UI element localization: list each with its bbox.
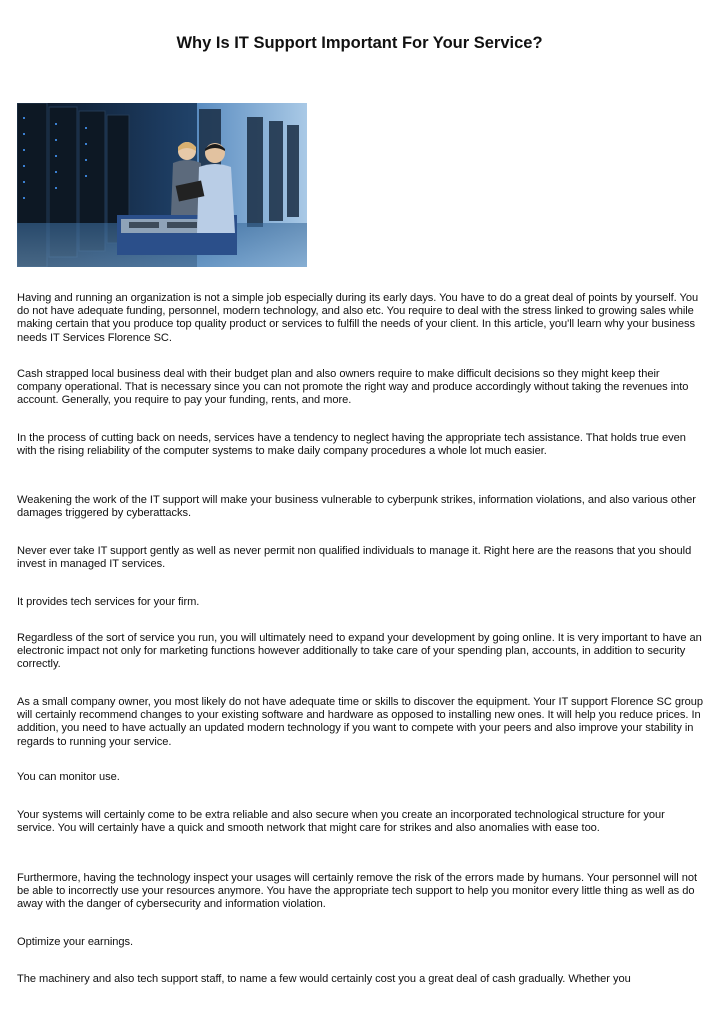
paragraph: Cash strapped local business deal with their budget plan and also owners require to make difficult decisions so they might keep their company operational. That is necessary since you can not promote the right way and produce accordingly without taking the revenues into account. Generally, you require to pay your funding, rents, and more. <box>17 368 689 407</box>
paragraph: You can monitor use. <box>17 771 120 783</box>
paragraph: Having and running an organization is not a simple job especially during its early days. You have to do a great deal of points by yourself. You do not have adequate funding, personnel, modern technology, and also etc. You require to deal with the stress linked to growing sales while making certain that you produce top quality product or services to fulfill the needs of your client. In this article, you'll learn why your business needs IT Services Florence SC. <box>17 292 699 344</box>
server-room-photo-icon <box>17 103 307 267</box>
paragraph: Furthermore, having the technology inspect your usages will certainly remove the risk of the errors made by humans. Your personnel will not be able to incorrectly use your resources anymore. You have the appropriate tech support to help you monitor every little thing as well as do away with the danger of cybersecurity and information violation. <box>17 872 697 911</box>
paragraph: Regardless of the sort of service you run, you will ultimately need to expand your development by going online. It is very important to have an electronic impact not only for marketing functions however additionally to take care of your spending plan, accounts, in addition to security correctly. <box>17 632 702 671</box>
paragraph: Optimize your earnings. <box>17 936 134 948</box>
paragraph: Your systems will certainly come to be extra reliable and also secure when you create an incorporated technological structure for your service. You will certainly have a quick and smooth network that might care for strikes and also anomalies with ease too. <box>17 809 665 835</box>
server-room-photo <box>17 103 307 267</box>
document-title: Why Is IT Support Important For Your Service? <box>176 34 543 52</box>
paragraph: In the process of cutting back on needs, services have a tendency to neglect having the appropriate tech assistance. That holds true even with the rising reliability of the computer systems to make daily company procedures a whole lot much easier. <box>17 432 686 458</box>
paragraph: The machinery and also tech support staff, to name a few would certainly cost you a great deal of cash gradually. Whether you <box>17 973 631 985</box>
paragraph: Never ever take IT support gently as well as never permit non qualified individuals to manage it. Right here are the reasons that you should invest in managed IT services. <box>17 545 692 571</box>
paragraph: Weakening the work of the IT support will make your business vulnerable to cyberpunk strikes, information violations, and also various other damages triggered by cyberattacks. <box>17 494 696 520</box>
paragraph: As a small company owner, you most likely do not have adequate time or skills to discover the equipment. Your IT support Florence SC group will certainly recommend changes to your existing software and hardware as opposed to installing new ones. It will help you reduce prices. In addition, you need to have actually an updated modern technology if you want to compete with your peers and also improve your stability in regards to running your service. <box>17 696 703 748</box>
paragraph: It provides tech services for your firm. <box>17 596 200 608</box>
